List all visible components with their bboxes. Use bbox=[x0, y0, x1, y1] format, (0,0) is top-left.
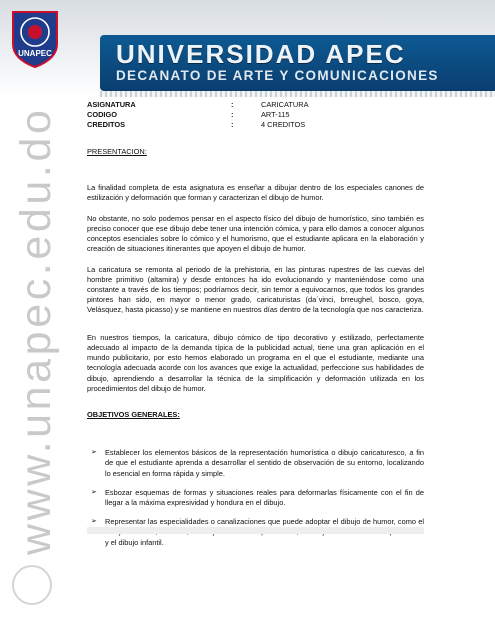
paragraph: La caricatura se remonta al periodo de la prehistoria, en las pinturas rupestres de las cuevas del hombre primitivo (altamira) y desde entonces ha ido evolucionando y manteniéndose como una constante a través de los tiempos; podríamos decir, sin temor a equivocarnos, que todos los grandes pintores han sido, en mayor o menor grado, caricaturistas (da´vinci, brreughel, bosco, goya, Velásquez, hasta picasso) y se mantiene en nuestros días dentro de la tecnología que nos caracteriza. bbox=[87, 264, 424, 315]
info-value: 4 CREDITOS bbox=[261, 120, 306, 129]
logo-text: UNAPEC bbox=[18, 49, 52, 58]
header-ruler bbox=[100, 91, 495, 97]
info-label: CREDITOS bbox=[87, 120, 126, 129]
decorative-circle bbox=[12, 565, 52, 605]
list-item-text: Esbozar esquemas de formas y situaciones reales para deformarlas físicamente con el fin de llegar a la máxima expresividad y hondura en el dibujo. bbox=[105, 487, 424, 508]
paragraph: En nuestros tiempos, la caricatura, dibujo cómico de tipo decorativo y estilizado, perfectamente adecuado al impacto de la demanda típica de la publicidad actual, tiene una gran aplicación en el mundo publicitario, por esto hemos elaborado un programa en el que el estudiante, mediante una tecnología adecuada acorde con los avances que exige la actualidad, perfeccione sus habilidades de dibujo, aprendiendo a desarrollar la técnica de la simplificación y deformación utilizada en los procedimientos del dibujo de humor. bbox=[87, 332, 424, 393]
info-colon: : bbox=[231, 100, 234, 109]
info-row-asignatura bbox=[87, 100, 424, 110]
info-label: ASIGNATURA bbox=[87, 100, 136, 109]
info-value: CARICATURA bbox=[261, 100, 309, 109]
side-website-text bbox=[0, 100, 60, 640]
list-item bbox=[87, 488, 424, 508]
header bbox=[0, 0, 495, 100]
website-url: www.unapec.edu.do bbox=[12, 106, 60, 555]
department-subtitle: DECANATO DE ARTE Y COMUNICACIONES bbox=[116, 68, 439, 83]
list-item-text: Representar las especialidades o canalizaciones que puede adoptar el dibujo de humor, como el y el dibujo infantil. bbox=[105, 517, 424, 547]
list-item bbox=[87, 448, 424, 479]
arrow-bullet-icon: ➢ bbox=[91, 488, 97, 496]
paragraph: La finalidad completa de esta asignatura es enseñar a dibujar dentro de los especiales canones de estilización y deformación que forman y caracterizan el dibujo de humor. bbox=[87, 183, 424, 203]
info-label: CODIGO bbox=[87, 110, 117, 119]
course-content bbox=[87, 100, 424, 548]
university-title: UNIVERSIDAD APEC bbox=[116, 39, 406, 69]
unapec-logo bbox=[10, 10, 60, 68]
presentacion-title: PRESENTACION: bbox=[87, 147, 147, 156]
paragraph: No obstante, no solo podemos pensar en el aspecto físico del dibujo de humorístico, sino también es preciso conocer que ese dibujo debe tener una intención cómica, y para ello damos a conocer algunos conceptos esenciales sobre lo cómico y el humorismo, que el estudiante aplicara en la elaboración y creación de situaciones itinerantes que apoyen el dibujo de humor. bbox=[87, 213, 424, 254]
info-value: ART-115 bbox=[261, 110, 290, 119]
arrow-bullet-icon: ➢ bbox=[91, 449, 97, 457]
info-colon: : bbox=[231, 110, 234, 119]
objetivos-title: OBJETIVOS GENERALES: bbox=[87, 409, 180, 419]
banner bbox=[100, 35, 495, 91]
info-row-codigo bbox=[87, 110, 424, 120]
list-item-text: Establecer los elementos básicos de la representación humorística o dibujo caricaturesco, a fin de que el estudiante aprenda a desarrollar el sentido de observación de su entorno, localizando lo esencial en forma rápida y simple. bbox=[105, 448, 424, 478]
info-row-creditos bbox=[87, 120, 424, 130]
bottom-divider bbox=[87, 527, 424, 534]
arrow-bullet-icon: ➢ bbox=[91, 518, 97, 526]
info-colon: : bbox=[231, 120, 234, 129]
